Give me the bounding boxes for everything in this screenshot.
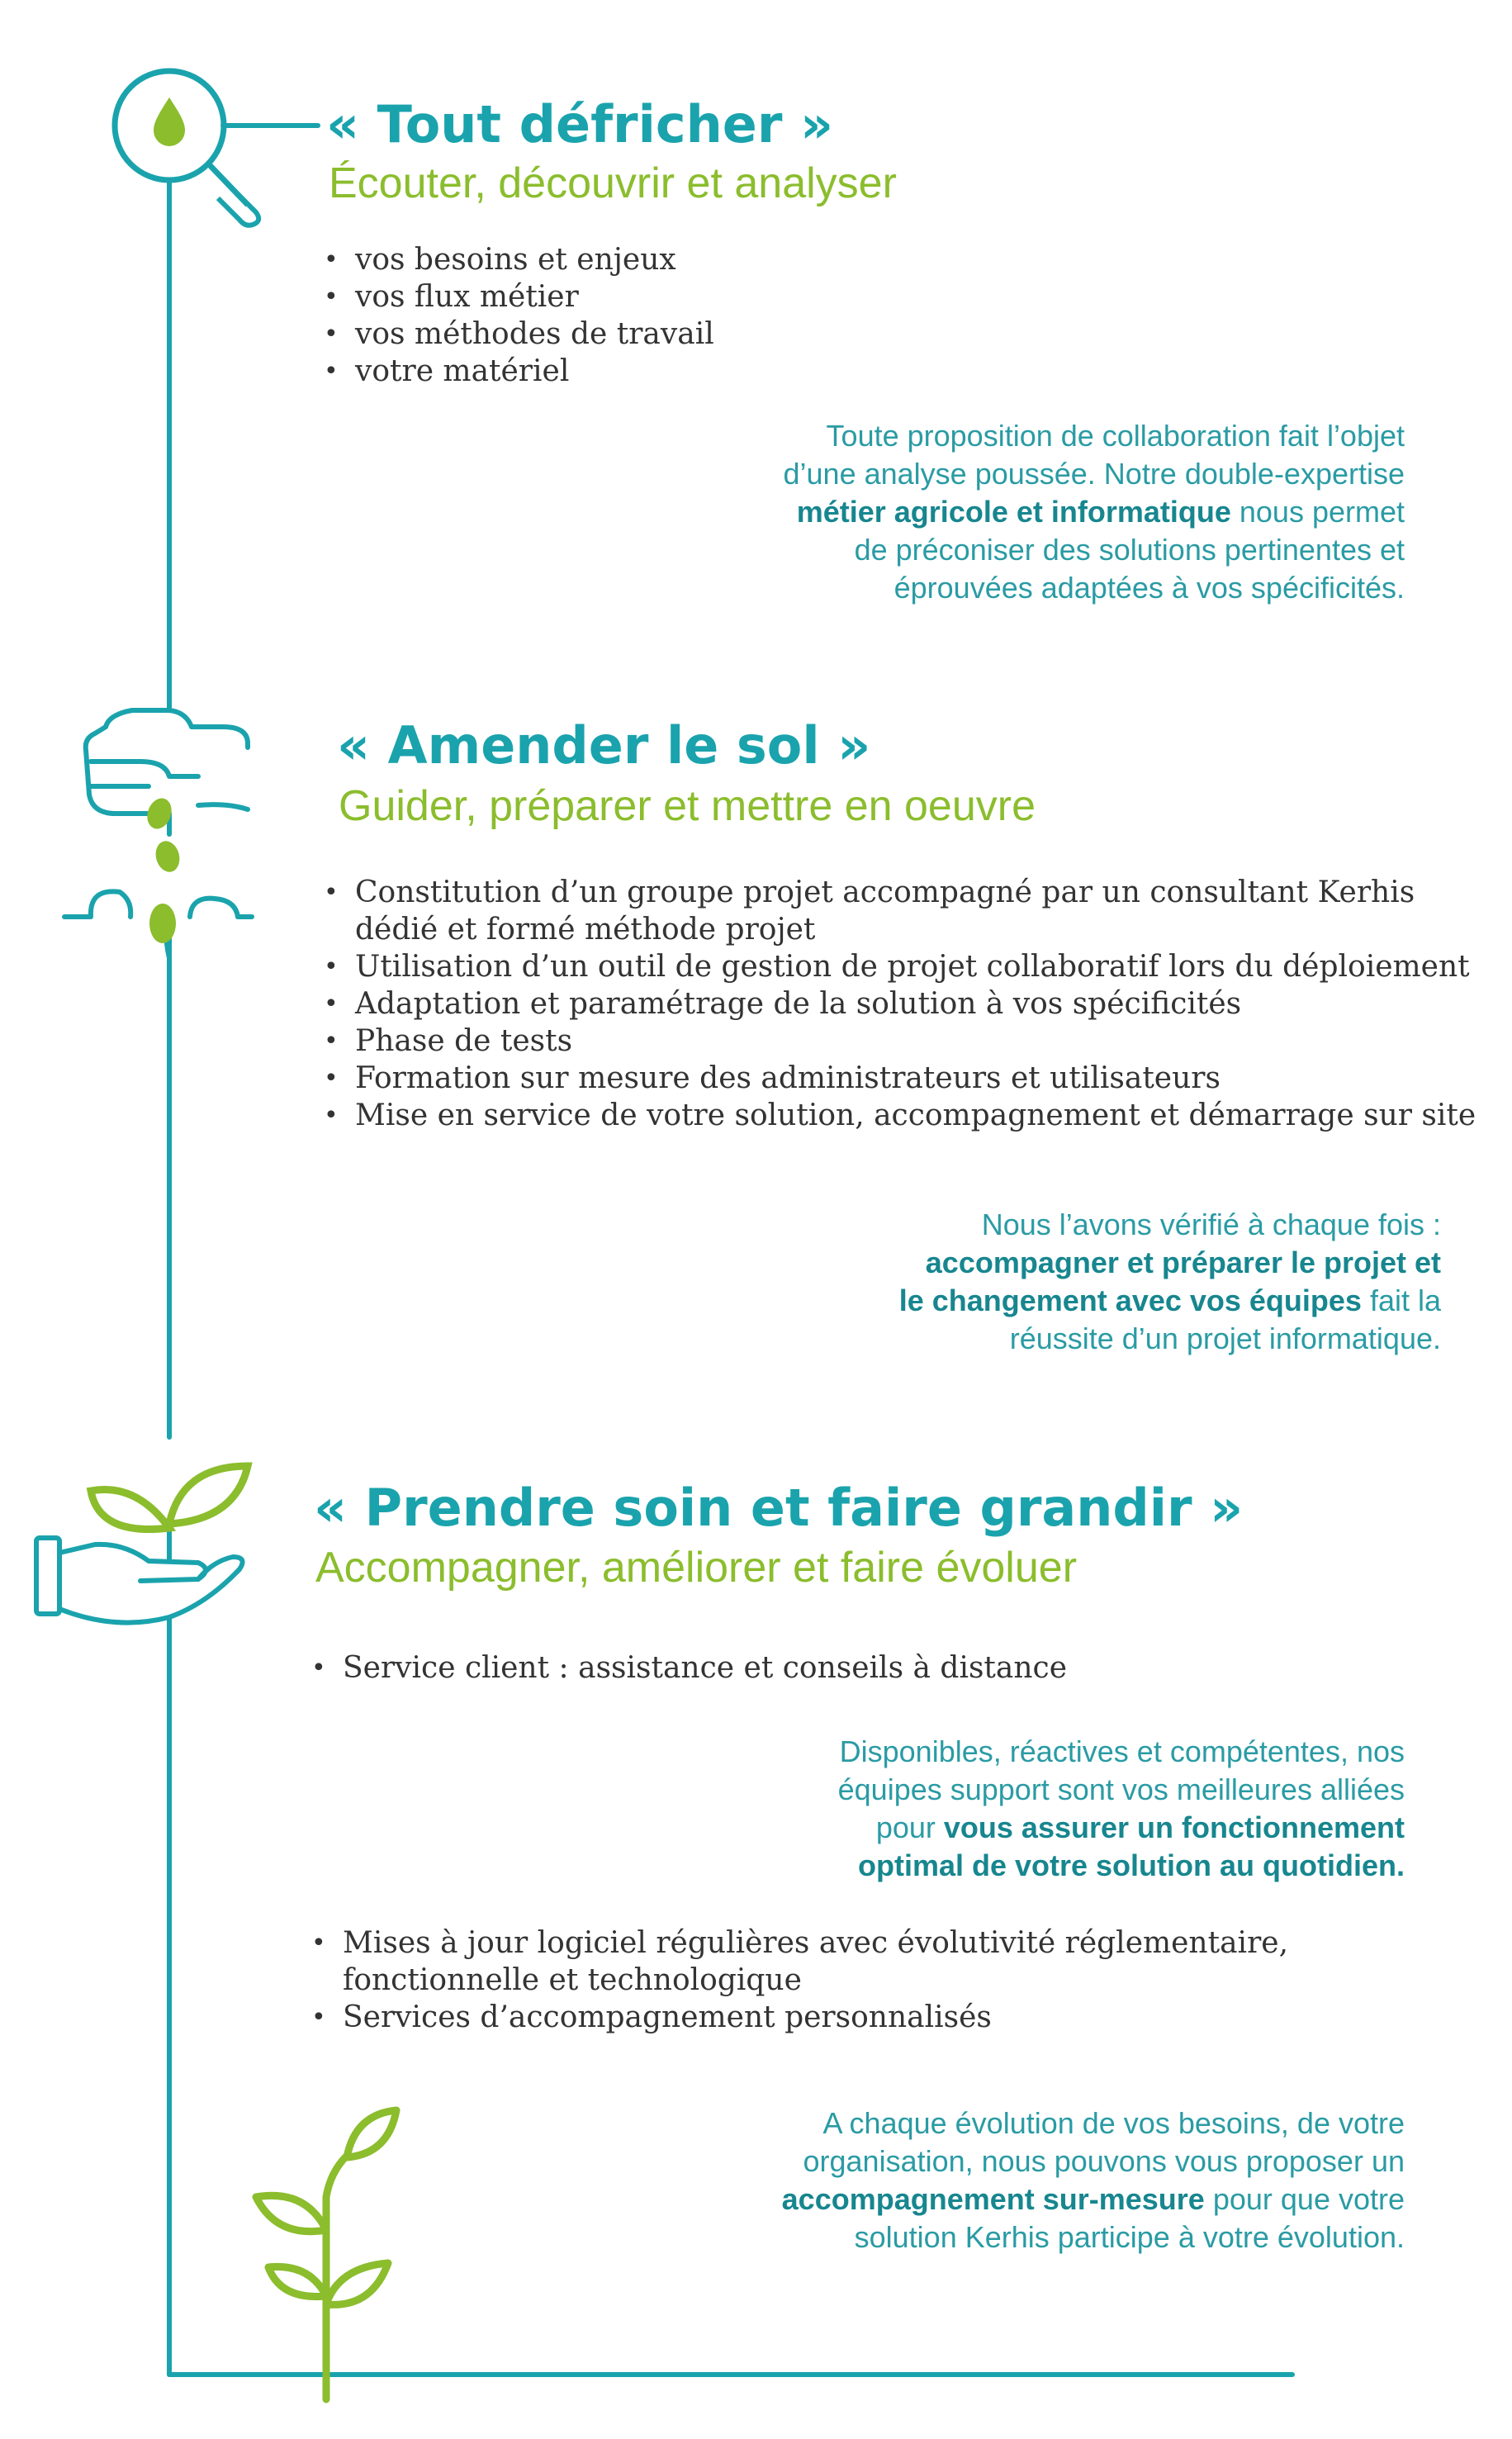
list-item: • vos besoins et enjeux (322, 241, 1396, 278)
callout-text: Nous l’avons vérifié à chaque fois : accompagner et préparer le projet et le changement avec vos équipes fait la réussite d’un projet informatique. (898, 1208, 1441, 1355)
callout-text: A chaque évolution de vos besoins, de votre organisation, nous pouvons vous proposer un accompagnement sur-mesure pour que votre solution Kerhis participe à votre évolution. (781, 2106, 1405, 2254)
callout-text: Toute proposition de collaboration fait l’objet d’une analyse poussée. Notre double-expertise métier agricole et informatique nous permet de préconiser des solutions pertinentes et éprouvées adaptées à vos spécificités. (783, 419, 1405, 605)
section-subtitle: Écouter, découvrir et analyser (329, 159, 897, 207)
growing-plant-icon (256, 2110, 396, 2399)
section-subtitle: Guider, préparer et mettre en oeuvre (339, 782, 1036, 830)
list-item: • Utilisation d’un outil de gestion de projet collaboratif lors du déploiement (322, 948, 1478, 985)
magnifier-drop-icon (115, 71, 258, 225)
list-item: • Formation sur mesure des administrateurs et utilisateurs (322, 1060, 1478, 1097)
list-item: • vos méthodes de travail (322, 316, 1396, 353)
bullet-list (322, 874, 1478, 1134)
list-item: • Services d’accompagnement personnalisés (310, 1999, 1383, 2036)
list-item: • Constitution d’un groupe projet accompagné par un consultant Kerhis dédié et formé méthode projet (322, 874, 1478, 948)
list-item: • Service client : assistance et conseils à distance (310, 1649, 1383, 1687)
bullet-list (310, 1649, 1383, 1687)
list-item: • Mise en service de votre solution, accompagnement et démarrage sur site (322, 1097, 1478, 1134)
callout-text: Disponibles, réactives et compétentes, nos équipes support sont vos meilleures alliées pour vous assurer un fonctionnement optimal de votre solution au quotidien. (837, 1734, 1405, 1882)
section-subtitle: Accompagner, améliorer et faire évoluer (315, 1544, 1078, 1592)
section-title: « Tout défricher » (326, 94, 834, 154)
hand-holding-sprout-icon (36, 1466, 248, 1623)
list-item: • vos flux métier (322, 278, 1396, 316)
list-item: • Phase de tests (322, 1023, 1478, 1060)
section-title: « Amender le sol » (337, 715, 871, 776)
section-title: « Prendre soin et faire grandir » (314, 1478, 1244, 1538)
list-item: • Adaptation et paramétrage de la solution à vos spécificités (322, 985, 1478, 1023)
list-item: • votre matériel (322, 353, 1396, 390)
list-item: • Mises à jour logiciel régulières avec évolutivité réglementaire, fonctionnelle et technologique (310, 1924, 1383, 1999)
bullet-list (310, 1924, 1383, 2036)
bullet-list (322, 241, 1396, 390)
